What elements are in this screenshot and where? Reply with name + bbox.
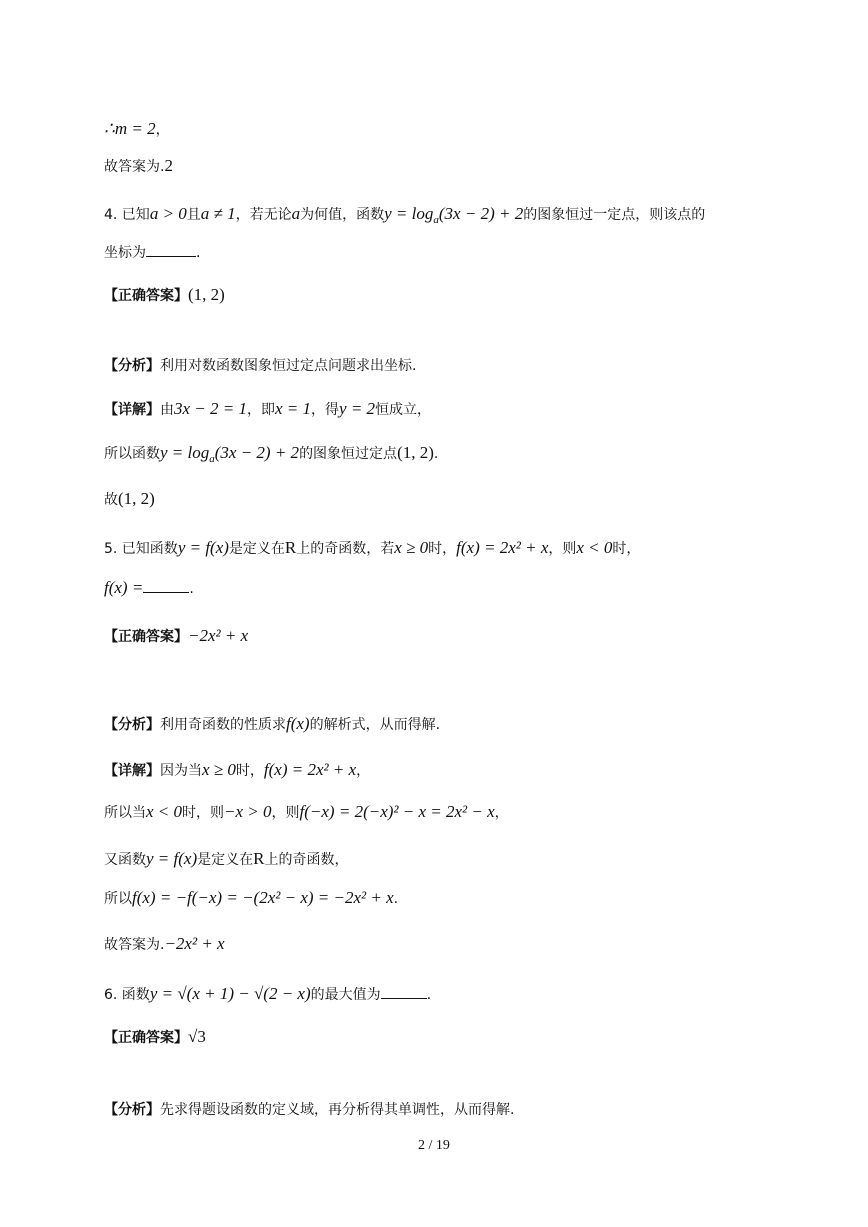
text-line xyxy=(104,537,640,560)
text-line xyxy=(104,848,348,871)
text-line xyxy=(104,241,200,264)
body-text: 上的奇函数， xyxy=(264,852,349,868)
math-expression: f(x) = 2x² + x xyxy=(456,538,549,557)
body-text: 的解析式，从而得解. xyxy=(309,717,441,733)
math-expression: a xyxy=(291,204,301,223)
answer-blank xyxy=(146,242,196,257)
text-line xyxy=(104,759,370,782)
math-expression: y = √(x + 1) − √(2 − x) xyxy=(149,984,311,1003)
body-text: 坐标为 xyxy=(104,245,146,261)
math-expression: (1, 2) xyxy=(118,489,155,508)
body-text: 所以 xyxy=(104,891,132,907)
math-expression: −2x² + x xyxy=(164,934,225,953)
body-text: 4. 已知 xyxy=(104,207,150,223)
math-expression: y = f(x) xyxy=(177,538,229,557)
body-text: . xyxy=(393,891,399,907)
body-text: ，即 xyxy=(247,402,275,418)
body-text: 5. 已知函数 xyxy=(104,541,178,557)
text-line xyxy=(104,577,194,600)
math-expression: y = log xyxy=(160,443,210,462)
text-line xyxy=(104,118,170,141)
math-expression: R xyxy=(253,849,265,868)
body-text: 恒成立， xyxy=(375,402,432,418)
math-expression: −2x² + x xyxy=(188,626,249,645)
answer-blank xyxy=(381,984,427,999)
body-text: . xyxy=(196,245,201,261)
body-text: ， xyxy=(494,805,509,821)
body-text: 时，则 xyxy=(182,805,225,821)
section-label: 【正确答案】 xyxy=(104,288,188,304)
math-expression: x < 0 xyxy=(576,538,613,557)
body-text: . xyxy=(426,987,432,1003)
math-expression: a ≠ 1 xyxy=(200,204,236,223)
body-text: ， xyxy=(155,122,170,138)
body-text: 是定义在 xyxy=(197,852,254,868)
body-text: 时， xyxy=(612,541,641,557)
body-text: 是定义在 xyxy=(228,541,285,557)
math-expression: y = 2 xyxy=(339,399,376,418)
section-label: 【正确答案】 xyxy=(104,1030,188,1046)
text-line xyxy=(104,354,416,377)
math-expression: (1, 2) xyxy=(397,443,434,462)
text-line xyxy=(104,983,431,1006)
math-expression: f(x) = −f(−x) = −(2x² − x) = −2x² + x xyxy=(132,888,394,907)
body-text: ， xyxy=(356,763,371,779)
math-expression: 2 xyxy=(164,156,173,175)
section-label: 【分析】 xyxy=(104,358,160,374)
math-expression: (3x − 2) + 2 xyxy=(438,204,524,223)
math-expression: R xyxy=(284,538,297,557)
body-text: 因为当 xyxy=(160,763,202,779)
body-text: 利用对数函数图象恒过定点问题求出坐标. xyxy=(160,358,417,374)
math-expression: x ≥ 0 xyxy=(202,760,236,779)
text-line xyxy=(104,203,705,231)
body-text: 上的奇函数，若 xyxy=(296,541,395,557)
section-label: 【分析】 xyxy=(104,717,160,733)
body-text: 先求得题设函数的定义域，再分析得其单调性，从而得解. xyxy=(160,1102,515,1118)
math-expression: (1, 2) xyxy=(188,285,225,304)
body-text: 又函数 xyxy=(104,852,146,868)
section-label: 【详解】 xyxy=(104,763,160,779)
text-line xyxy=(104,713,440,736)
text-line xyxy=(104,625,248,648)
math-subscript: a xyxy=(209,453,215,465)
section-label: 【正确答案】 xyxy=(104,629,188,645)
body-text: 所以函数 xyxy=(104,446,160,462)
math-expression: f(x) = xyxy=(104,578,144,597)
text-line xyxy=(104,284,225,307)
math-expression: (3x − 2) + 2 xyxy=(214,443,300,462)
math-subscript: a xyxy=(433,214,439,226)
body-text: ，若无论 xyxy=(235,207,292,223)
body-text: 由 xyxy=(160,402,174,418)
body-text: 的图象恒过一定点，则该点的 xyxy=(523,207,706,223)
math-expression: a > 0 xyxy=(149,204,187,223)
math-expression: y = log xyxy=(384,204,434,223)
answer-blank xyxy=(143,578,189,593)
body-text: 的图象恒过定点 xyxy=(299,446,398,462)
body-text: 且 xyxy=(186,207,201,223)
body-text: 故答案为. xyxy=(104,159,165,175)
text-line xyxy=(104,887,398,910)
body-text: 为何值，函数 xyxy=(300,207,385,223)
body-text: . xyxy=(433,446,439,462)
body-text: 6. 函数 xyxy=(104,987,150,1003)
math-expression: ∴m = 2 xyxy=(104,119,156,138)
math-expression: f(−x) = 2(−x)² − x = 2x² − x xyxy=(299,802,495,821)
text-line xyxy=(104,155,173,178)
text-line xyxy=(104,398,431,421)
math-expression: √3 xyxy=(188,1027,206,1046)
body-text: ，则 xyxy=(271,805,300,821)
text-line xyxy=(104,1026,206,1049)
body-text: . xyxy=(189,581,194,597)
math-expression: f(x) = 2x² + x xyxy=(263,760,357,779)
body-text: 故 xyxy=(104,492,118,508)
math-expression: x = 1 xyxy=(275,399,312,418)
math-expression: x < 0 xyxy=(146,802,183,821)
section-label: 【分析】 xyxy=(104,1102,160,1118)
math-expression: x ≥ 0 xyxy=(394,538,429,557)
math-expression: 3x − 2 = 1 xyxy=(174,399,247,418)
text-line xyxy=(104,1098,514,1121)
body-text: 利用奇函数的性质求 xyxy=(160,717,286,733)
text-line xyxy=(104,442,438,470)
math-expression: y = f(x) xyxy=(146,849,198,868)
body-text: 时， xyxy=(235,763,264,779)
section-label: 【详解】 xyxy=(104,402,160,418)
page-number: 2 / 19 xyxy=(418,1138,450,1153)
text-line xyxy=(104,488,155,511)
body-text: 故答案为. xyxy=(104,937,165,953)
math-expression: −x > 0 xyxy=(224,802,272,821)
body-text: 的最大值为 xyxy=(310,987,381,1003)
text-line xyxy=(104,933,225,956)
body-text: ，得 xyxy=(311,402,340,418)
body-text: ，则 xyxy=(548,541,577,557)
text-line xyxy=(104,801,509,824)
math-expression: f(x) xyxy=(286,714,310,733)
body-text: 所以当 xyxy=(104,805,146,821)
body-text: 时， xyxy=(428,541,457,557)
